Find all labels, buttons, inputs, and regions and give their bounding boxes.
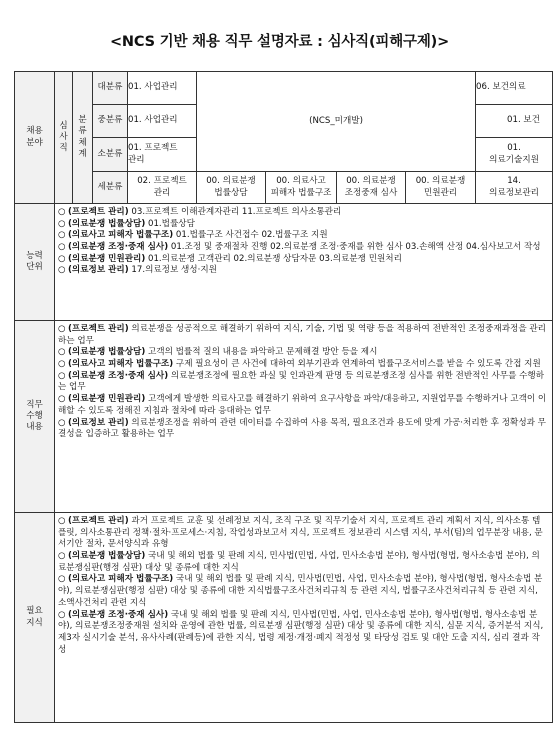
ability-unit-item <box>58 219 548 231</box>
major-left: 01. 사업관리 <box>128 72 197 105</box>
bullet-circle: ○ <box>58 609 66 620</box>
knowledge-head: (의료사고 피해자 법률구조) <box>68 574 174 585</box>
duty-body: 고객의 법률적 질의 내용을 파악하고 문제해결 방안 등을 제시 <box>145 347 378 358</box>
classification-label <box>73 72 93 204</box>
review-label <box>55 72 73 204</box>
ability-unit-text: 능력 단위 <box>26 250 43 272</box>
knowledge-item <box>58 551 548 574</box>
bullet-circle: ○ <box>58 207 66 217</box>
job-description-table <box>14 71 553 723</box>
ability-unit-head: (의료분쟁 조정·중재 심사) <box>68 242 169 253</box>
knowledge-item <box>58 516 548 551</box>
minor-left: 01. 프로젝트 관리 <box>128 138 197 172</box>
duty-head: (의료정보 관리) <box>68 417 129 428</box>
duty-head: (의료분쟁 조정·중재 심사) <box>68 370 169 381</box>
knowledge-content <box>55 513 553 723</box>
ability-unit-content <box>55 204 553 321</box>
major-right: 06. 보건의료 <box>476 72 553 105</box>
bullet-circle: ○ <box>58 574 66 585</box>
ability-unit-item <box>58 230 548 242</box>
sub-item: 02. 프로젝트 관리 <box>128 172 197 204</box>
knowledge-item <box>58 574 548 609</box>
duty-item <box>58 359 548 371</box>
bullet-circle: ○ <box>58 417 66 428</box>
ability-unit-item <box>58 254 548 266</box>
ability-unit-body: 03.프로젝트 이해관계자관리 11.프로젝트 의사소통관리 <box>128 207 342 217</box>
knowledge-body: 국내 및 해외 법률 및 판례 지식, 민사법(민법, 사업, 민사소송법 분야), 형사법(형법, 형사소송법 분야), 의료분쟁조정중재원 설치와 운영에 관한 법률, 의료분쟁 심판(행정 심판) 대상 및 종류에 대한 지식, 심문 지식, 증거분석 지식, 제3자 실시기술 분석, 유사사례(판례등)에 관한 지식, 법령 제정·개정·폐지 적정성 및 타당성 검토 및 대안 도출 지식, 심리 결과 작성 <box>58 609 544 655</box>
knowledge-text: 필요 지식 <box>26 606 43 628</box>
bullet-circle: ○ <box>58 265 66 276</box>
duty-body: 의료분쟁조정에 필요한 과실 및 인과관계 판명 등 의료분쟁조정 심사를 위한 전반적인 사무를 수행하는 업무 <box>58 370 545 393</box>
bullet-circle: ○ <box>58 253 66 264</box>
duty-head: (프로젝트 관리) <box>68 324 129 334</box>
duty-head: (의료분쟁 민원관리) <box>68 394 146 405</box>
knowledge-head: (의료분쟁 법률상담) <box>68 551 146 562</box>
sub-item: 14. 의료정보관리 <box>476 172 553 204</box>
duty-item <box>58 394 548 417</box>
ability-unit-head: (프로젝트 관리) <box>68 207 129 217</box>
ability-unit-body: 17.의료정보 생성·지원 <box>128 265 217 276</box>
duty-text: 직무 수행 내용 <box>26 399 43 433</box>
knowledge-head: (프로젝트 관리) <box>68 516 129 526</box>
bullet-circle: ○ <box>58 242 66 253</box>
duty-content <box>55 321 553 513</box>
sub-item: 00. 의료사고 피해자 법률구조 <box>266 172 337 204</box>
knowledge-item <box>58 610 548 657</box>
ability-unit-head: (의료정보 관리) <box>68 265 129 276</box>
duty-body: 고객에게 발생한 의료사고를 해결하기 위하여 요구사항을 파악/대응하고, 지원업무를 수행하거나 고객이 이해할 수 있도록 정해진 지침과 절차에 따라 응대하는 업무 <box>58 394 547 416</box>
sub-label: 세분류 <box>93 172 128 204</box>
ability-unit-head: (의료분쟁 민원관리) <box>68 253 146 264</box>
major-label: 대분류 <box>93 72 128 105</box>
ability-unit-body: 01.조정 및 중재절차 진행 02.의료분쟁 조정·중재를 위한 심사 03.손해액 산정 04.심사보고서 작성 <box>168 242 541 253</box>
ability-unit-head: (의료사고 피해자 법률구조) <box>68 230 174 241</box>
ncs-center: (NCS_미개발) <box>197 72 476 172</box>
duty-item <box>58 418 548 441</box>
duty-body: 구제 필요성이 큰 사건에 대하여 외부기관과 연계하여 법률구조서비스를 받을 수 있도록 간접 지원 <box>173 359 541 370</box>
bullet-circle: ○ <box>58 324 66 334</box>
sub-item: 00. 의료분쟁 조정중재 심사 <box>337 172 406 204</box>
duty-body: 의료분쟁조정을 위하여 관련 데이터를 수집하여 사용 목적, 필요조건과 용도에 맞게 가공·처리한 후 정확성과 무결성을 입증하고 활용하는 업무 <box>58 417 546 440</box>
knowledge-body: 국내 및 해외 법률 및 판례 지식, 민사법(민법, 사업, 민사소송법 분야), 형사법(형법, 형사소송법 분야), 의료분쟁심판(행정 심판) 대상 및 종류에 대한 지식 <box>58 551 540 573</box>
duty-head: (의료사고 피해자 법률구조) <box>68 359 174 370</box>
ability-unit-item <box>58 265 548 277</box>
middle-left: 01. 사업관리 <box>128 105 197 138</box>
duty-item <box>58 347 548 359</box>
middle-right: 01. 보건 <box>476 105 553 138</box>
knowledge-body: 과거 프로젝트 교훈 및 선례정보 지식, 조직 구조 및 직무기술서 지식, 프로젝트 관리 계획서 지식, 의사소통 템플릿, 의사소통관리 정책·절차·프로세스·지침, 작업성과보고서 지식, 프로젝트 정보관리 시스템 지식, 부서(팀)의 업무분장 내용, 문서기안 절차, 문서양식과 유형 <box>58 516 543 550</box>
bullet-circle: ○ <box>58 516 66 526</box>
ability-unit-body: 01.법률상담 <box>145 218 195 229</box>
duty-body: 의료분쟁을 성공적으로 해결하기 위하여 지식, 기술, 기법 및 역량 등을 적용하여 전반적인 조정중재과정을 관리하는 업무 <box>58 324 546 346</box>
minor-label: 소분류 <box>93 138 128 172</box>
bullet-circle: ○ <box>58 230 66 241</box>
duty-label <box>15 321 55 513</box>
bullet-circle: ○ <box>58 347 66 358</box>
hire-field-text: 채용 분야 <box>26 126 43 148</box>
classification-text: 분 류 체 계 <box>78 115 87 159</box>
middle-label: 중분류 <box>93 105 128 138</box>
knowledge-label <box>15 513 55 723</box>
bullet-circle: ○ <box>58 218 66 229</box>
duty-item <box>58 324 548 347</box>
bullet-circle: ○ <box>58 394 66 405</box>
duty-head: (의료분쟁 법률상담) <box>68 347 146 358</box>
knowledge-body: 국내 및 해외 법률 및 판례 지식, 민사법(민법, 사업, 민사소송법 분야), 형사법(형법, 형사소송법 분야), 의료분쟁심판(행정 심판) 대상 및 종류에 대한 지식법률구조사건처리규칙 등 관련 지식, 법률구조사건처리규칙 등 관련 지식, 소액사건처리 관련 지식 <box>58 574 543 608</box>
ability-unit-label <box>15 204 55 321</box>
minor-right: 01. 의료기술지원 <box>476 138 553 172</box>
knowledge-head: (의료분쟁 조정·중재 심사) <box>68 609 169 620</box>
ability-unit-body: 01.법률구조 사건접수 02.법률구조 지원 <box>173 230 328 241</box>
ability-unit-body: 01.의료분쟁 고객관리 02.의료분쟁 상담자문 03.의료분쟁 민원처리 <box>145 253 402 264</box>
duty-item <box>58 371 548 394</box>
ability-unit-item <box>58 207 548 219</box>
hire-field-label <box>15 72 55 204</box>
ability-unit-head: (의료분쟁 법률상담) <box>68 218 146 229</box>
ability-unit-item <box>58 242 548 254</box>
bullet-circle: ○ <box>58 370 66 381</box>
bullet-circle: ○ <box>58 551 66 562</box>
review-text: 심 사 직 <box>59 120 68 154</box>
sub-item: 00. 의료분쟁 법률상담 <box>197 172 266 204</box>
sub-item: 00. 의료분쟁 민원관리 <box>406 172 476 204</box>
page-title: <NCS 기반 채용 직무 설명자료 : 심사직(피해구제)> <box>109 34 450 50</box>
bullet-circle: ○ <box>58 359 66 370</box>
